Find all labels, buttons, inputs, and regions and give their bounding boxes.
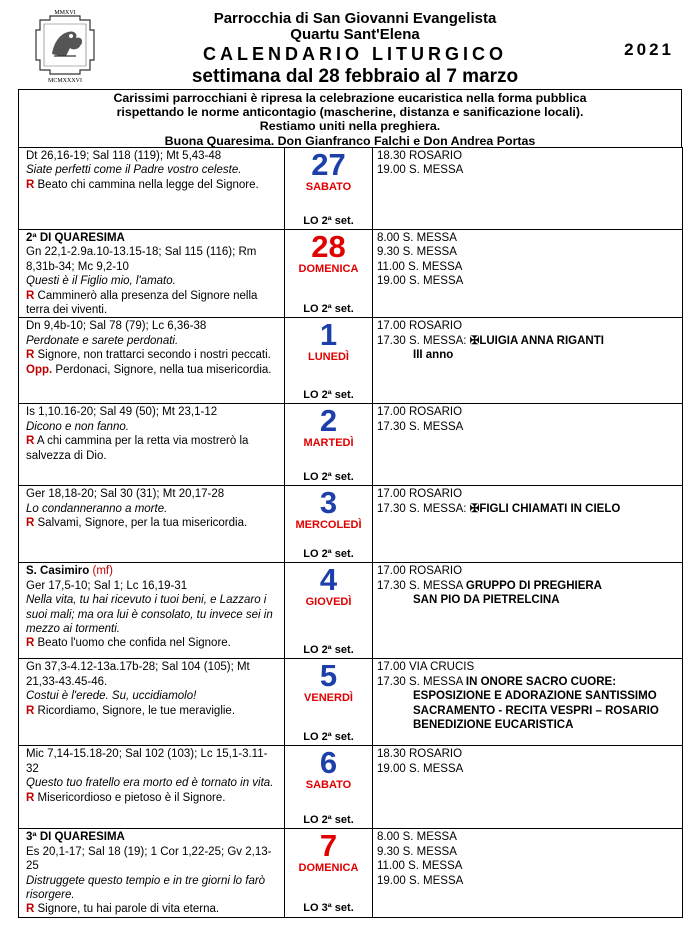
event-line	[377, 564, 678, 578]
liturgy-week: LO 2ª set.	[303, 214, 354, 227]
response-marker: R	[26, 178, 35, 191]
readings-cell	[19, 404, 285, 486]
event-time: 19.00 S. MESSA	[377, 275, 464, 288]
intro-message	[18, 89, 682, 147]
readings: Is 1,10.16-20; Sal 49 (50); Mt 23,1-12	[26, 406, 218, 419]
event-note: SAN PIO DA PIETRELCINA	[413, 594, 560, 607]
event-time: 17.30 S. MESSA:	[377, 334, 467, 347]
antiphon: Siate perfetti come il Padre vostro celeste.	[26, 164, 242, 177]
event-time: 19.00 S. MESSA	[377, 762, 464, 775]
psalm-response	[26, 704, 280, 718]
event-line	[377, 274, 678, 288]
events-cell	[373, 563, 683, 659]
readings: Dn 9,4b-10; Sal 78 (79); Lc 6,36-38	[26, 320, 207, 333]
event-line	[377, 420, 678, 434]
liturgy-week: LO 2ª set.	[303, 548, 354, 561]
event-line	[377, 718, 678, 732]
day-name: SABATO	[305, 181, 352, 193]
day-name: MARTEDÌ	[303, 437, 354, 450]
event-line	[377, 245, 678, 259]
readings-cell	[19, 829, 285, 917]
date-cell	[285, 486, 373, 563]
event-time: 8.00 S. MESSA	[377, 831, 457, 844]
psalm-response	[26, 902, 280, 916]
event-note: III anno	[413, 349, 454, 362]
readings-cell	[19, 230, 285, 318]
psalm-response	[26, 636, 280, 650]
events-cell	[373, 318, 683, 404]
parish-name: Parrocchia di San Giovanni Evangelista	[213, 10, 497, 27]
response-text: Ricordiamo, Signore, le tue meraviglie.	[37, 704, 236, 717]
event-line	[377, 859, 678, 873]
response-text: Salvami, Signore, per la tua misericordia.	[37, 517, 248, 530]
day-number: 7	[319, 828, 338, 864]
response-text: Misericordioso e pietoso è il Signore.	[37, 791, 226, 804]
readings-cell	[19, 318, 285, 404]
intro-line: rispettando le norme anticontagio (mascherine, distanza e sanificazione locali).	[116, 105, 584, 120]
day-row	[19, 318, 683, 404]
celebration-title	[26, 564, 280, 578]
event-line	[377, 747, 678, 761]
event-time: 17.30 S. MESSA	[377, 579, 463, 592]
event-time: 8.00 S. MESSA	[377, 232, 457, 244]
liturgy-week: LO 2ª set.	[303, 471, 354, 484]
antiphon: Questo tuo fratello era morto ed è tornato in vita.	[26, 777, 274, 790]
logo-bottom-text: MCMXXXVI	[47, 78, 83, 84]
date-cell	[285, 404, 373, 486]
response-marker: R	[26, 435, 35, 448]
liturgy-week: LO 2ª set.	[303, 303, 354, 316]
event-line	[377, 502, 678, 516]
date-cell	[285, 148, 373, 230]
events-cell	[373, 829, 683, 917]
readings-cell	[19, 486, 285, 563]
event-time: 19.00 S. MESSA	[377, 874, 464, 887]
logo-top-text: MMXVI	[54, 10, 76, 16]
intro-line: Restiamo uniti nella preghiera.	[259, 119, 441, 134]
event-time: 18.30 ROSARIO	[377, 150, 463, 162]
day-name: GIOVEDÌ	[305, 596, 352, 609]
response-text: Signore, tu hai parole di vita eterna.	[37, 903, 220, 916]
readings: Ger 17,5-10; Sal 1; Lc 16,19-31	[26, 579, 188, 592]
day-row	[19, 148, 683, 230]
response-text: Beato l'uomo che confida nel Signore.	[37, 637, 231, 650]
year: 2021	[624, 40, 674, 59]
event-note: BENEDIZIONE EUCARISTICA	[413, 719, 574, 732]
day-number: 28	[311, 229, 346, 264]
celebration-title	[26, 231, 280, 245]
event-line	[377, 830, 678, 844]
antiphon: Questi è il Figlio mio, l'amato.	[26, 275, 176, 288]
day-name: DOMENICA	[298, 862, 359, 875]
event-line	[377, 675, 678, 689]
liturgy-week: LO 2ª set.	[303, 814, 354, 827]
readings-cell	[19, 563, 285, 659]
intro-line: Buona Quaresima. Don Gianfranco Falchi e Don Andrea Portas	[164, 133, 536, 148]
readings: Dt 26,16-19; Sal 118 (119); Mt 5,43-48	[26, 150, 222, 162]
day-number: 27	[311, 147, 346, 182]
liturgy-week: LO 2ª set.	[303, 731, 354, 744]
events-cell	[373, 404, 683, 486]
events-cell	[373, 746, 683, 829]
event-line	[377, 487, 678, 501]
readings: Ger 18,18-20; Sal 30 (31); Mt 20,17-28	[26, 488, 225, 501]
opp-marker: Opp.	[26, 363, 53, 376]
response-marker: R	[26, 517, 35, 530]
event-time: 17.00 VIA CRUCIS	[377, 661, 475, 674]
event-line	[377, 231, 678, 245]
events-cell	[373, 486, 683, 563]
antiphon: Nella vita, tu hai ricevuto i tuoi beni, e Lazzaro i suoi mali; ma ora lui è consolato, tu invece sei in mezzo ai tormenti.	[26, 594, 273, 636]
celebration-name: S. Casimiro	[26, 565, 90, 578]
event-note: SACRAMENTO - RECITA VESPRI – ROSARIO	[413, 704, 659, 717]
day-row	[19, 659, 683, 746]
opp-text: Perdonaci, Signore, nella tua misericordia.	[55, 363, 272, 376]
response-text: A chi cammina per la retta via mostrerò la salvezza di Dio.	[26, 435, 249, 462]
psalm-response	[26, 348, 280, 362]
response-marker: R	[26, 704, 35, 717]
event-line	[377, 163, 678, 177]
day-number: 1	[319, 317, 338, 353]
day-name: DOMENICA	[298, 263, 359, 275]
event-line	[377, 348, 678, 362]
celebration-name: 3ª DI QUARESIMA	[26, 831, 125, 844]
day-row	[19, 829, 683, 917]
event-note: ✠LUIGIA ANNA RIGANTI	[469, 334, 604, 347]
event-time: 17.30 S. MESSA	[377, 675, 463, 688]
event-line	[377, 405, 678, 419]
date-cell	[285, 746, 373, 829]
week-range: settimana dal 28 febbraio al 7 marzo	[191, 66, 519, 87]
day-number: 2	[319, 403, 338, 439]
parish-place: Quartu Sant'Elena	[290, 26, 420, 43]
event-line	[377, 593, 678, 607]
response-marker: R	[26, 637, 35, 650]
liturgy-week: LO 2ª set.	[303, 389, 354, 402]
calendar-title: CALENDARIO LITURGICO	[203, 44, 507, 64]
day-row	[19, 746, 683, 829]
response-marker: R	[26, 791, 35, 804]
psalm-response	[26, 791, 280, 805]
event-line	[377, 260, 678, 274]
event-time: 17.00 ROSARIO	[377, 320, 463, 333]
day-row	[19, 486, 683, 563]
event-line	[377, 704, 678, 718]
antiphon: Costui è l'erede. Su, uccidiamolo!	[26, 690, 197, 703]
event-line	[377, 579, 678, 593]
readings-cell	[19, 746, 285, 829]
day-number: 5	[319, 658, 338, 694]
readings-cell	[19, 148, 285, 230]
event-note: IN ONORE SACRO CUORE:	[465, 675, 617, 688]
event-time: 11.00 S. MESSA	[377, 860, 463, 873]
response-marker: R	[26, 349, 35, 362]
day-row	[19, 230, 683, 318]
psalm-response	[26, 289, 280, 318]
response-text: Camminerò alla presenza del Signore nella terra dei viventi.	[26, 289, 258, 317]
day-row	[19, 563, 683, 659]
day-name: LUNEDÌ	[308, 351, 349, 364]
response-marker: R	[26, 289, 35, 302]
event-time: 17.00 ROSARIO	[377, 488, 463, 501]
response-text: Beato chi cammina nella legge del Signore.	[37, 178, 259, 191]
liturgy-week: LO 3ª set.	[303, 902, 354, 915]
event-note: GRUPPO DI PREGHIERA	[465, 579, 602, 592]
parish-logo	[30, 6, 100, 84]
date-cell	[285, 318, 373, 404]
events-cell	[373, 659, 683, 746]
day-number: 3	[319, 485, 338, 521]
readings: Gn 37,3-4.12-13a.17b-28; Sal 104 (105); Mt 21,33-43.45-46.	[26, 661, 250, 688]
day-name: MERCOLEDÌ	[295, 519, 362, 532]
liturgy-week: LO 2ª set.	[303, 644, 354, 657]
event-time: 17.00 ROSARIO	[377, 406, 463, 419]
antiphon: Distruggete questo tempio e in tre giorni lo farò risorgere.	[26, 874, 266, 902]
response-marker: R	[26, 903, 35, 916]
celebration-name: 2ª DI QUARESIMA	[26, 232, 125, 244]
event-line	[377, 689, 678, 703]
day-name: SABATO	[305, 779, 352, 792]
antiphon: Dicono e non fanno.	[26, 420, 129, 433]
readings: Es 20,1-17; Sal 18 (19); 1 Cor 1,22-25; Gv 2,13-25	[26, 845, 272, 873]
calendar-table	[18, 147, 683, 918]
date-cell	[285, 659, 373, 746]
event-line	[377, 762, 678, 776]
event-line	[377, 334, 678, 348]
readings: Gn 22,1-2.9a.10-13.15-18; Sal 115 (116); Rm 8,31b-34; Mc 9,2-10	[26, 246, 257, 273]
psalm-response	[26, 434, 280, 463]
event-time: 9.30 S. MESSA	[377, 246, 457, 259]
event-time: 11.00 S. MESSA	[377, 260, 463, 273]
day-number: 6	[319, 745, 338, 781]
readings-cell	[19, 659, 285, 746]
day-name: VENERDÌ	[304, 692, 353, 705]
date-cell	[285, 829, 373, 917]
event-line	[377, 149, 678, 163]
antiphon: Lo condanneranno a morte.	[26, 502, 168, 515]
event-time: 9.30 S. MESSA	[377, 845, 457, 858]
event-line	[377, 660, 678, 674]
antiphon: Perdonate e sarete perdonati.	[26, 334, 179, 347]
celebration-title	[26, 830, 280, 844]
events-cell	[373, 148, 683, 230]
event-time: 17.30 S. MESSA:	[377, 502, 467, 515]
event-time: 17.00 ROSARIO	[377, 565, 463, 578]
event-note: ESPOSIZIONE E ADORAZIONE SANTISSIMO	[413, 690, 657, 703]
event-note: ✠FIGLI CHIAMATI IN CIELO	[469, 502, 621, 515]
response-text: Signore, non trattarci secondo i nostri peccati.	[37, 349, 271, 362]
event-time: 18.30 ROSARIO	[377, 748, 463, 761]
celebration-rank: (mf)	[92, 565, 113, 578]
day-row	[19, 404, 683, 486]
event-line	[377, 845, 678, 859]
event-time: 17.30 S. MESSA	[377, 420, 464, 433]
event-time: 19.00 S. MESSA	[377, 164, 464, 177]
date-cell	[285, 563, 373, 659]
event-line	[377, 874, 678, 888]
intro-line: Carissimi parrocchiani è ripresa la celebrazione eucaristica nella forma pubblica	[113, 91, 587, 105]
event-line	[377, 319, 678, 333]
day-number: 4	[319, 562, 338, 598]
psalm-response	[26, 516, 280, 530]
opp-response	[26, 363, 280, 377]
psalm-response	[26, 178, 280, 192]
readings: Mic 7,14-15.18-20; Sal 102 (103); Lc 15,1-3.11-32	[26, 748, 268, 775]
date-cell	[285, 230, 373, 318]
events-cell	[373, 230, 683, 318]
